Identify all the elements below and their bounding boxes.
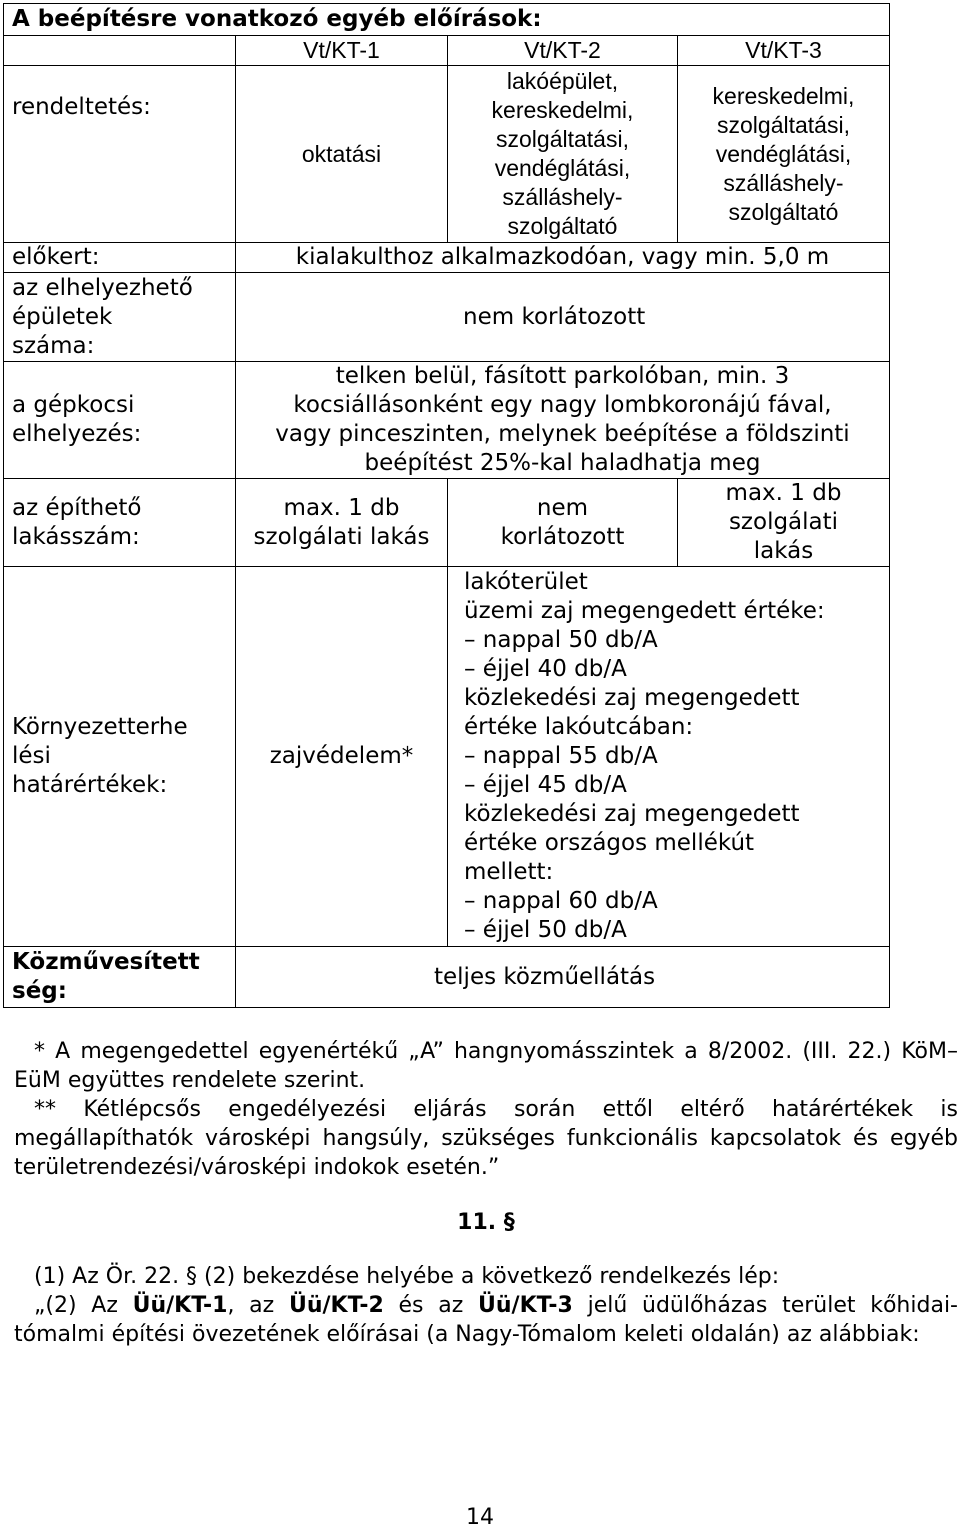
section-heading: 11. §	[457, 1210, 515, 1235]
zone-header-kt1: Vt/KT-1	[236, 36, 448, 66]
zone-code-kt1: Üü/KT-1	[132, 1293, 228, 1318]
zone-header-kt2: Vt/KT-2	[448, 36, 678, 66]
p2-text-2: , az	[227, 1293, 289, 1318]
lakasszam-kt3: max. 1 db szolgálati lakás	[678, 479, 890, 567]
kornyezet-type: zajvédelem*	[236, 567, 448, 947]
row-label-lakasszam: az építhető lakásszám:	[4, 479, 236, 567]
p2-text-1: „(2) Az	[34, 1293, 133, 1318]
zone-code-kt2: Üü/KT-2	[288, 1293, 384, 1318]
row-label-epuletek: az elhelyezhető épületek száma:	[4, 273, 236, 362]
lakasszam-kt2: nem korlátozott	[448, 479, 678, 567]
regulations-table	[3, 3, 890, 1008]
footnote-1: * A megengedettel egyenértékű „A” hangnyomásszintek a 8/2002. (III. 22.) KöM–EüM együttes rendelete szerint.	[14, 1039, 958, 1093]
footnote-2: ** Kétlépcsős engedélyezési eljárás során ettől eltérő határértékek is megállapíthatók városképi hangsúly, szükséges funkcionális kapcsolatok és egyéb területrendezési/városképi indokok esetén.”	[14, 1097, 958, 1180]
gepkocsi-value: telken belül, fásított parkolóban, min. 3 kocsiállásonként egy nagy lombkoronájú fával, vagy pinceszinten, melynek beépítése a földszinti beépítést 25%-kal haladhatja meg	[236, 362, 890, 479]
row-label-gepkocsi: a gépkocsi elhelyezés:	[4, 362, 236, 479]
zone-code-kt3: Üü/KT-3	[478, 1293, 573, 1318]
rendeltetes-kt3: kereskedelmi, szolgáltatási, vendéglátási, szálláshely- szolgáltató	[678, 66, 890, 243]
row-label-elokert: előkert:	[4, 243, 236, 273]
p2-text-4: jelű üdülőházas terület kőhidai-tómalmi építési övezetének előírásai (a Nagy-Tómalom keleti oldalán) az alábbiak:	[14, 1293, 958, 1347]
section-paragraph-2	[14, 1291, 958, 1349]
zone-header-kt3: Vt/KT-3	[678, 36, 890, 66]
lakasszam-kt1: max. 1 db szolgálati lakás	[236, 479, 448, 567]
row-label-kozmu: Közművesített ség:	[4, 947, 236, 1008]
section-paragraph-1: (1) Az Ör. 22. § (2) bekezdése helyébe a következő rendelkezés lép:	[34, 1264, 780, 1289]
p2-text-3: és az	[383, 1293, 479, 1318]
rendeltetes-kt1: oktatási	[236, 66, 448, 243]
header-blank-cell	[4, 36, 236, 66]
elokert-value: kialakulthoz alkalmazkodóan, vagy min. 5,0 m	[236, 243, 890, 273]
row-label-rendeltetes: rendeltetés:	[4, 66, 236, 243]
table-title: A beépítésre vonatkozó egyéb előírások:	[4, 4, 890, 36]
kornyezet-value: lakóterület üzemi zaj megengedett értéke: – nappal 50 db/A – éjjel 40 db/A közlekedési zaj megengedett értéke lakóutcában: – nappal 55 db/A – éjjel 45 db/A közlekedési zaj megengedett értéke országos mellékút mellett: – nappal 60 db/A – éjjel 50 db/A	[448, 567, 890, 947]
page-number: 14	[466, 1505, 494, 1530]
epuletek-value: nem korlátozott	[236, 273, 890, 362]
rendeltetes-kt2: lakóépület, kereskedelmi, szolgáltatási, vendéglátási, szálláshely- szolgáltató	[448, 66, 678, 243]
kozmu-value: teljes közműellátás	[236, 947, 890, 1008]
row-label-kornyezet: Környezetterhe lési határértékek:	[4, 567, 236, 947]
